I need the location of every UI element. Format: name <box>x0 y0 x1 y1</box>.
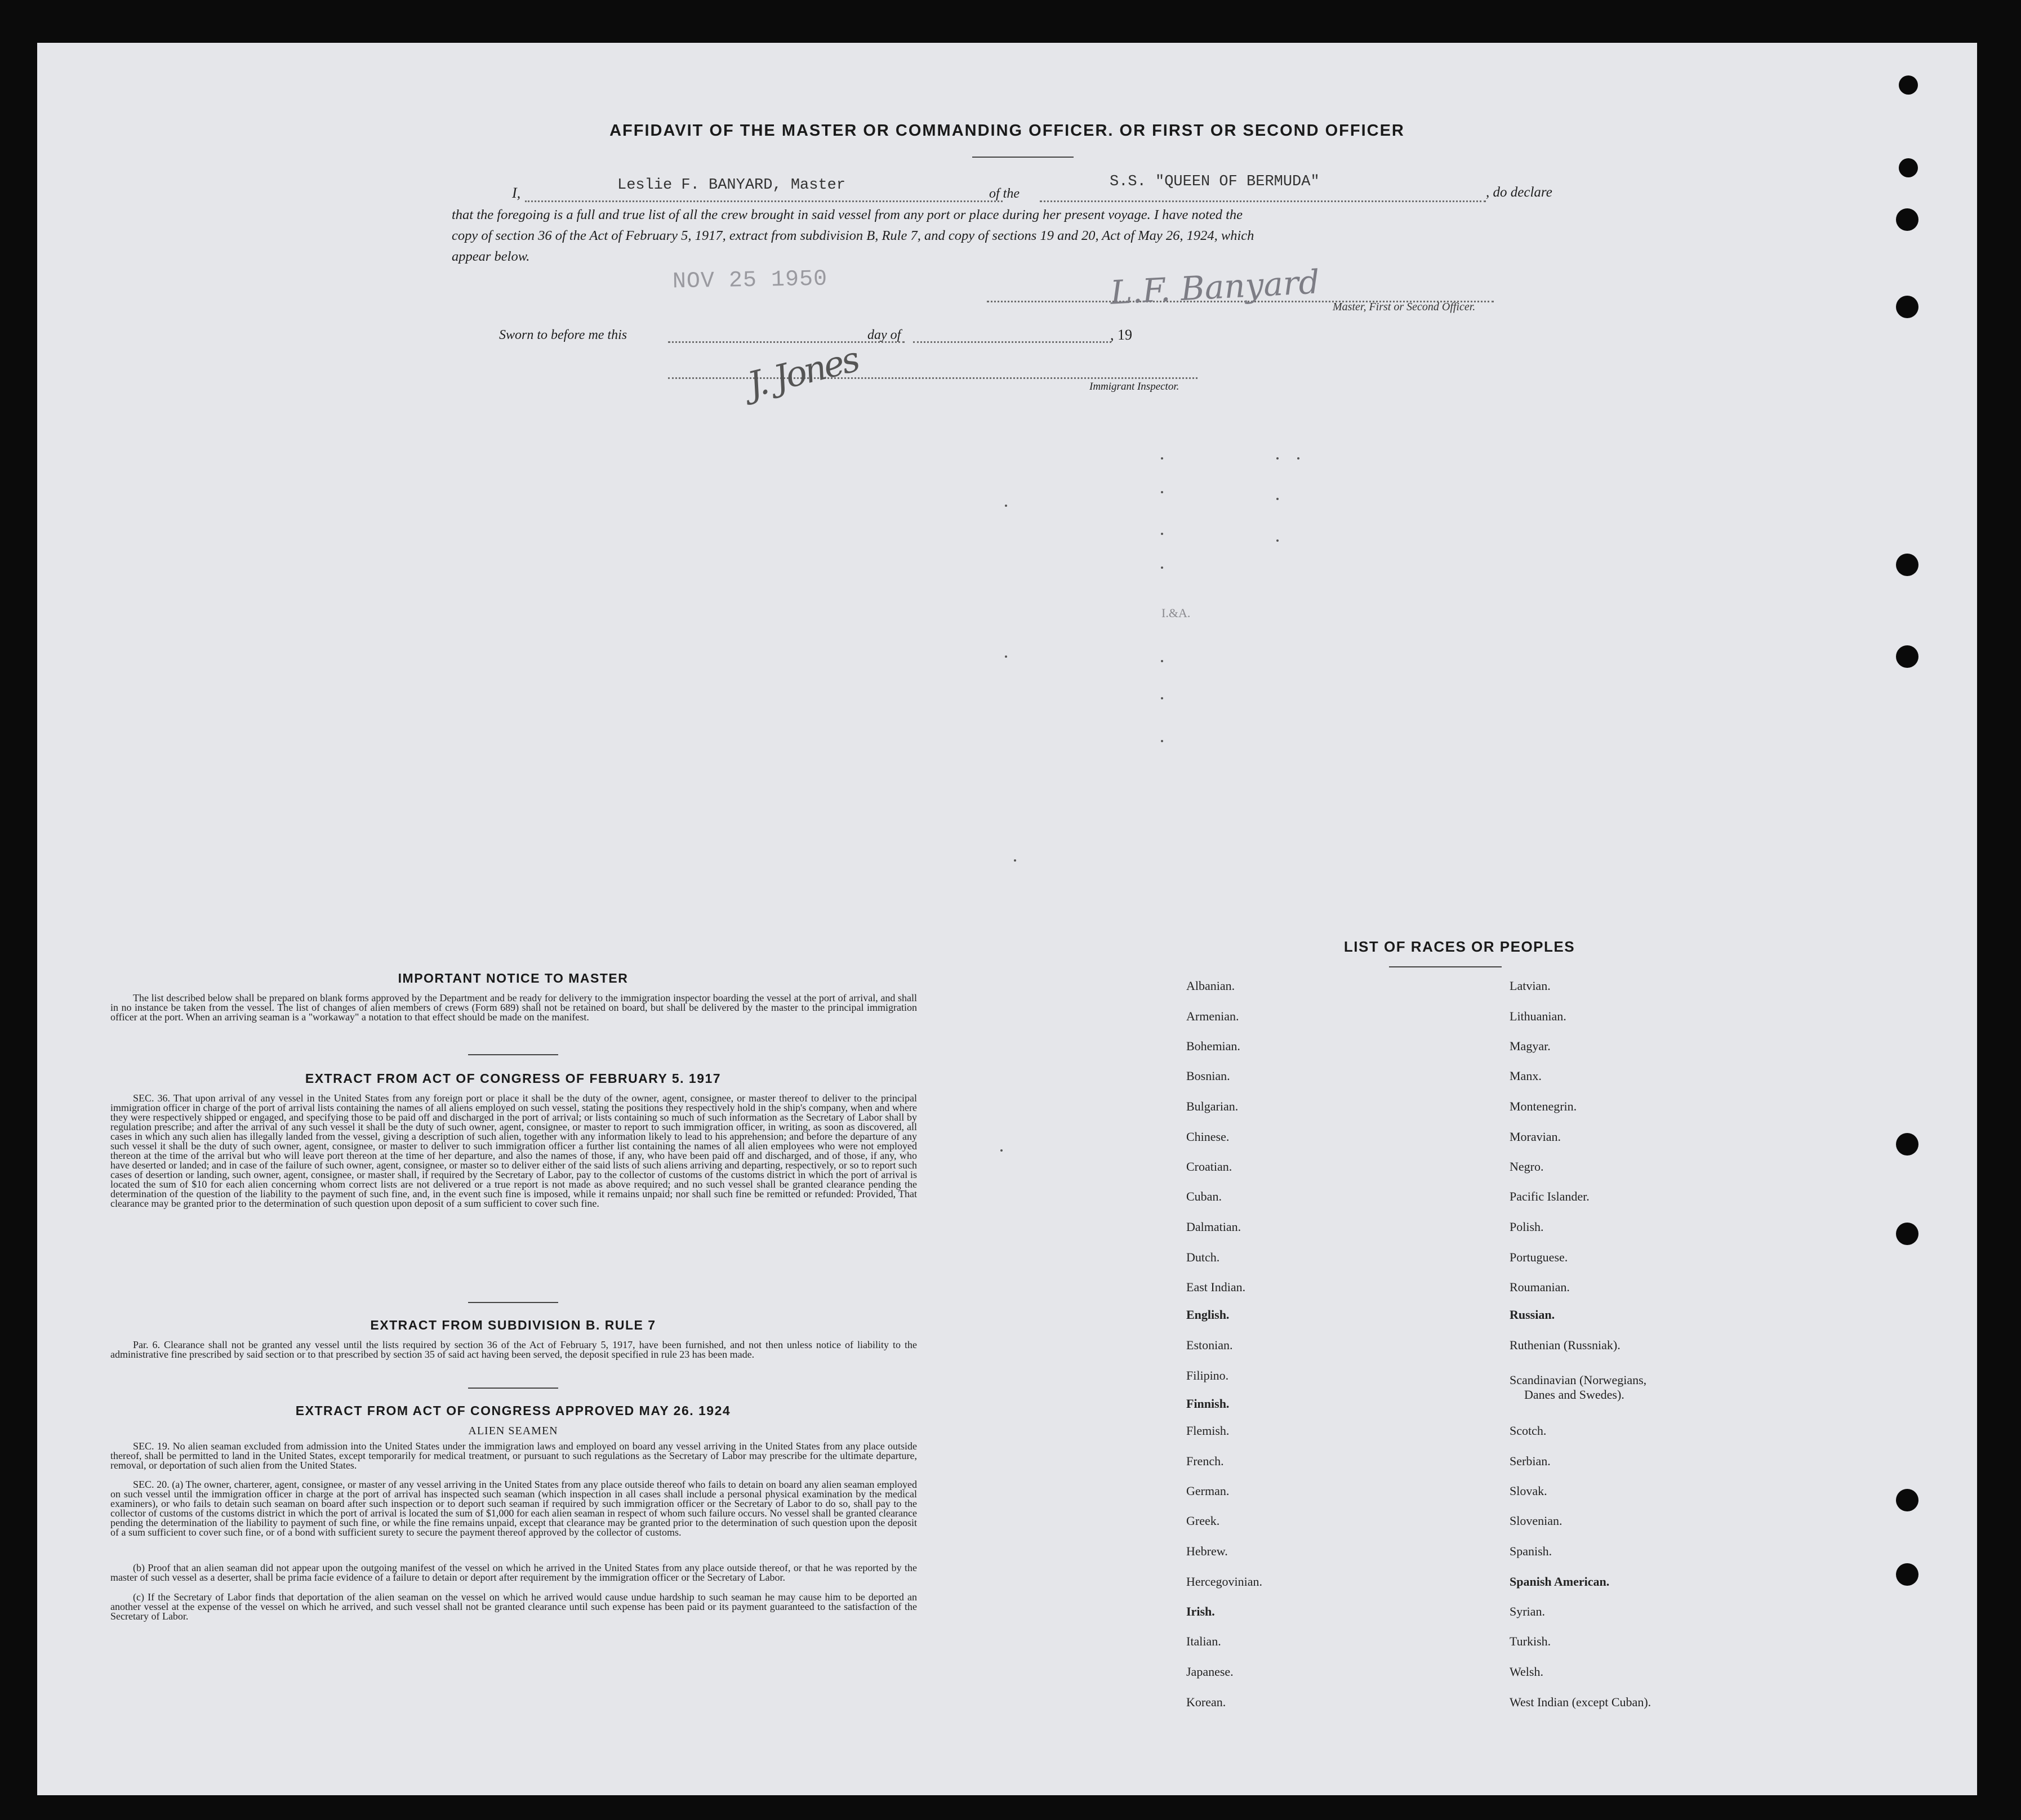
punch-hole <box>1896 1563 1918 1586</box>
race-item: English. <box>1186 1308 1230 1322</box>
race-item: Greek. <box>1186 1514 1220 1528</box>
extract-1917-text: SEC. 36. That upon arrival of any vessel in the United States from any foreign port or place it shall be the duty of the owner, agent, consignee, or master thereof to deliver to the principal immigration officer in charge of the port of arrival lists containing the names of all aliens employed on such vessel, stating the positions they respectively hold in the ship's company, when and where they were respectively shipped or engaged, and specifying those to be paid off and discharged in the port of arrival; or lists containing so much of such information as the Secretary of Labor shall by regulation prescribe; and after the arrival of any such vessel it shall be the duty of such owner, agent, consignee, or master to report to such immigration officer, in writing, as soon as discovered, all cases in which any such alien has illegally landed from the vessel, giving a description of such alien, together with any information likely to lead to his apprehension; and before the departure of any such vessel it shall be the duty of such owner, agent, consignee, or master to deliver to such immigration officer a further list containing the names of all alien employees who were not employed thereon at the time of the arrival but who will leave port thereon at the time of her departure, and also the names of those, if any, who have been paid off and discharged, and of those, if any, who have deserted or landed; and in case of the failure of such owner, agent, consignee, or master so to deliver either of the said lists of such aliens arriving and departing, respectively, or so to report such cases of desertion or landing, such owner, agent, consignee, or master shall, if required by the Secretary of Labor, pay to the collector of customs of the customs district in which the port of arrival is located the sum of $10 for each alien concerning whom correct lists are not delivered or a true report is not made as above required; and no such vessel shall be granted clearance pending the determination of the question of the liability to the payment of such fine, and, in the event such fine is imposed, while it remains unpaid; nor shall such fine be remitted or refunded: Provided, That clearance may be granted prior to the determination of such question upon deposit of a sum sufficient to cover such fine. <box>110 1092 917 1209</box>
speck <box>1161 533 1163 535</box>
race-item: Montenegrin. <box>1510 1099 1577 1113</box>
speck <box>1276 498 1279 500</box>
race-item: Polish. <box>1510 1220 1544 1234</box>
vessel-name: S.S. "QUEEN OF BERMUDA" <box>1110 173 1320 190</box>
race-item: Spanish. <box>1510 1544 1552 1558</box>
race-item: Chinese. <box>1186 1130 1230 1144</box>
speck <box>1005 505 1007 507</box>
speck <box>1276 539 1279 542</box>
race-item: Slovenian. <box>1510 1514 1563 1528</box>
speck <box>1161 697 1163 699</box>
race-item: Latvian. <box>1510 979 1551 993</box>
race-item: French. <box>1186 1454 1224 1468</box>
races-heading: LIST OF RACES OR PEOPLES <box>1343 938 1575 955</box>
race-item: Magyar. <box>1510 1039 1551 1053</box>
race-item: Turkish. <box>1510 1634 1551 1648</box>
sec20b-text: (b) Proof that an alien seaman did not appear upon the outgoing manifest of the vessel on which he arrived in the United States from any place outside thereof, or that he was reported by the master of such vessel as a deserter, shall be prima facie evidence of a failure to detain or deport after requirement by the immigration officer or the Secretary of Labor. <box>110 1562 917 1583</box>
race-item: Manx. <box>1510 1069 1542 1083</box>
race-item: Armenian. <box>1186 1009 1239 1023</box>
race-item: Moravian. <box>1510 1130 1561 1144</box>
master-signature-caption: Master, First or Second Officer. <box>1333 301 1476 313</box>
race-item: Slovak. <box>1510 1484 1547 1498</box>
race-item: Dalmatian. <box>1186 1220 1241 1234</box>
section-rule <box>468 1302 558 1303</box>
section-rule <box>468 1388 558 1389</box>
name-line <box>525 200 1003 202</box>
race-item: Hebrew. <box>1186 1544 1228 1558</box>
race-item: Portuguese. <box>1510 1250 1568 1264</box>
race-item: Lithuanian. <box>1510 1009 1566 1023</box>
sworn-month-line <box>913 341 1111 343</box>
races-rule <box>1389 966 1502 967</box>
speck <box>1161 740 1163 742</box>
of-the-label: of the <box>989 186 1020 201</box>
speck <box>1161 660 1163 662</box>
race-item: Croatian. <box>1186 1159 1232 1174</box>
sec20c-text: (c) If the Secretary of Labor finds that deportation of the alien seaman on the vessel on which he arrived would cause undue hardship to such seaman he may cause him to be deported an another vessel at the expense of the vessel on which he arrived, and such vessel shall not be granted clearance until such expense has been paid or its payment guaranteed to the satisfaction of the Secretary of Labor. <box>110 1591 917 1622</box>
race-item: Spanish American. <box>1510 1574 1610 1589</box>
day-of-label: day of <box>867 328 901 342</box>
affidavit-prefix: I, <box>512 185 521 201</box>
speck <box>1297 457 1299 460</box>
race-item: West Indian (except Cuban). <box>1510 1695 1651 1709</box>
race-item: Roumanian. <box>1510 1280 1570 1294</box>
title-rule <box>972 157 1074 158</box>
year-label: , 19 <box>1110 327 1132 343</box>
race-item: German. <box>1186 1484 1230 1498</box>
sec20a-text: SEC. 20. (a) The owner, charterer, agent, consignee, or master of any vessel arriving in the United States from any place outside thereof who fails to detain on board any alien seaman employed on such vessel until the immigration officer in charge at the port of arrival has inspected such seaman (which inspection in all cases shall include a personal physical examination by the medical examiners), or who fails to detain such seaman on board after such inspection or to deport such seaman if required by such immigration officer or the Secretary of Labor to do so, shall pay to the collector of customs of the customs district in which the port of arrival is located the sum of $1,000 for each alien seaman in respect of whom such failure occurs. No vessel shall be granted clearance pending the determination of the liability to payment of such fine, or while the fine remains unpaid, except that clearance may be granted prior to the determination of such question upon the deposit of a sum sufficient to cover such fine, or of a bond with sufficient surety to secure the payment thereof approved by the collector of customs. <box>110 1479 917 1538</box>
race-item: Bulgarian. <box>1186 1099 1239 1113</box>
sec19-text: SEC. 19. No alien seaman excluded from admission into the United States under the immigration laws and employed on board any vessel arriving in the United States from any place outside thereof, shall be permitted to land in the United States, except temporarily for medical treatment, or pursuant to such regulations as the Secretary of Labor may prescribe for the ultimate departure, removal, or deportation of such alien from the United States. <box>110 1440 917 1471</box>
punch-hole <box>1896 554 1918 576</box>
vessel-line <box>1040 200 1486 202</box>
speck <box>1161 566 1163 569</box>
race-item: Estonian. <box>1186 1338 1233 1352</box>
date-stamp: NOV 25 1950 <box>672 266 828 295</box>
race-item: Bohemian. <box>1186 1039 1240 1053</box>
race-item: Pacific Islander. <box>1510 1189 1590 1203</box>
punch-hole <box>1896 1223 1918 1245</box>
inspector-signature: J. Jones <box>744 338 862 405</box>
speck <box>1000 1149 1003 1152</box>
race-item: Welsh. <box>1510 1665 1543 1679</box>
speck <box>1161 491 1163 493</box>
do-declare-label: , do declare <box>1486 185 1552 200</box>
race-item: Scotch. <box>1510 1424 1547 1438</box>
rule7-text: Par. 6. Clearance shall not be granted any vessel until the lists required by section 36 of the Act of February 5, 1917, have been furnished, and not then unless notice of liability to the administrative fine prescribed by said section or to that prescribed by section 35 of said act having been served, the deposit specified in rule 23 has been made. <box>110 1339 917 1360</box>
notice-text: The list described below shall be prepared on blank forms approved by the Department and be ready for delivery to the immigration inspector boarding the vessel at the port of arrival, and shall in no instance be taken from the vessel. The list of changes of alien members of crews (Form 689) shall not be retained on board, but shall be delivered by the master to the principal immigration officer at the port. When an arriving seaman is a "workaway" a notation to that effect should be made on the manifest. <box>110 992 917 1023</box>
affidavit-body-line3: appear below. <box>452 249 530 264</box>
race-item: Filipino. <box>1186 1368 1229 1382</box>
race-item: Scandinavian (Norwegians, <box>1510 1373 1647 1387</box>
margin-mark: I.&A. <box>1161 606 1191 620</box>
notice-heading: IMPORTANT NOTICE TO MASTER <box>398 971 629 985</box>
punch-hole <box>1896 1489 1918 1511</box>
punch-hole <box>1896 296 1918 318</box>
master-name: Leslie F. BANYARD, Master <box>617 177 846 194</box>
speck <box>1005 655 1007 658</box>
punch-hole <box>1896 1133 1918 1156</box>
extract-1917-heading: EXTRACT FROM ACT OF CONGRESS OF FEBRUARY 5. 1917 <box>305 1071 722 1086</box>
section-rule <box>468 1054 558 1055</box>
race-item: Korean. <box>1186 1695 1226 1709</box>
affidavit-title: AFFIDAVIT OF THE MASTER OR COMMANDING OFFICER. OR FIRST OR SECOND OFFICER <box>609 122 1405 140</box>
punch-hole <box>1896 208 1918 231</box>
race-item: Russian. <box>1510 1308 1555 1322</box>
affidavit-body-line2: copy of section 36 of the Act of February 5, 1917, extract from subdivision B, Rule 7, and copy of sections 19 and 20, Act of May 26, 1924, which <box>452 228 1254 243</box>
affidavit-body-line1: that the foregoing is a full and true list of all the crew brought in said vessel from any port or place during her present voyage. I have noted the <box>452 207 1243 222</box>
race-item: Bosnian. <box>1186 1069 1230 1083</box>
race-item: Albanian. <box>1186 979 1235 993</box>
speck <box>1014 859 1016 862</box>
extract-1924-subheading: ALIEN SEAMEN <box>468 1425 558 1437</box>
race-item: Hercegovinian. <box>1186 1574 1262 1589</box>
race-item: Danes and Swedes). <box>1524 1388 1624 1402</box>
inspector-caption: Immigrant Inspector. <box>1089 381 1179 392</box>
extract-1924-heading: EXTRACT FROM ACT OF CONGRESS APPROVED MAY 26. 1924 <box>295 1403 731 1418</box>
race-item: Ruthenian (Russniak). <box>1510 1338 1621 1352</box>
race-item: Flemish. <box>1186 1424 1230 1438</box>
race-item: East Indian. <box>1186 1280 1246 1294</box>
race-item: Negro. <box>1510 1159 1544 1174</box>
race-item: Finnish. <box>1186 1397 1230 1411</box>
punch-hole <box>1899 75 1918 95</box>
speck <box>1161 457 1163 460</box>
punch-hole <box>1896 645 1918 668</box>
punch-hole <box>1899 158 1918 177</box>
master-signature: L.F. Banyard <box>1109 262 1321 312</box>
race-item: Japanese. <box>1186 1665 1234 1679</box>
race-item: Syrian. <box>1510 1604 1545 1618</box>
rule7-heading: EXTRACT FROM SUBDIVISION B. RULE 7 <box>370 1318 656 1332</box>
race-item: Cuban. <box>1186 1189 1222 1203</box>
race-item: Serbian. <box>1510 1454 1551 1468</box>
sworn-label: Sworn to before me this <box>499 328 627 342</box>
document-page <box>37 43 1977 1795</box>
race-item: Dutch. <box>1186 1250 1220 1264</box>
race-item: Irish. <box>1186 1604 1215 1618</box>
race-item: Italian. <box>1186 1634 1221 1648</box>
speck <box>1276 457 1279 460</box>
